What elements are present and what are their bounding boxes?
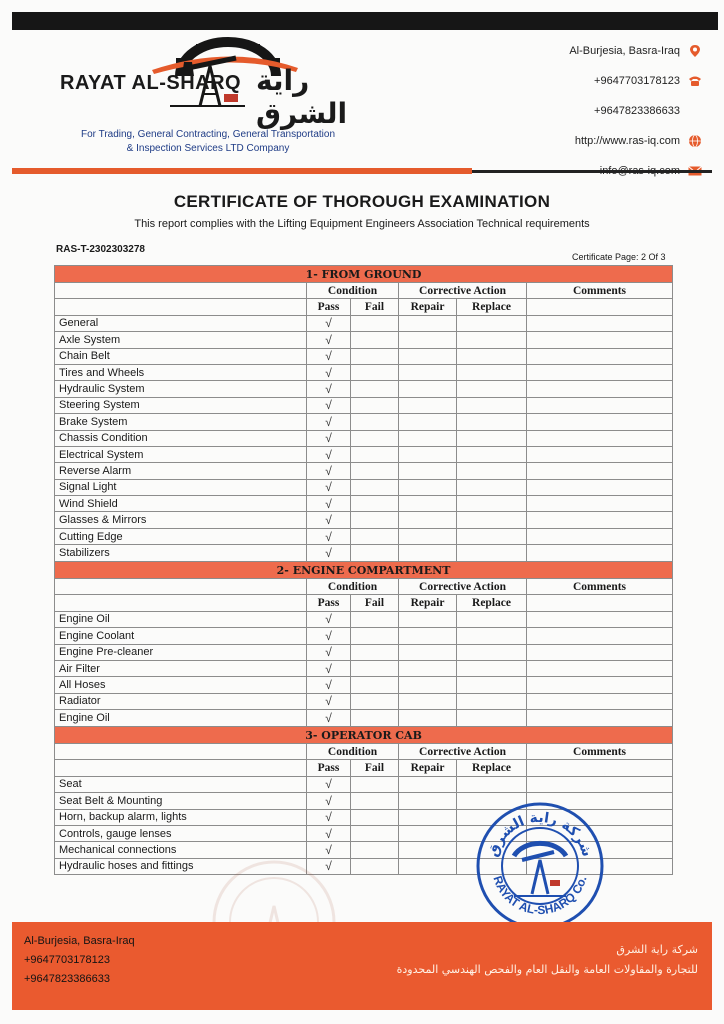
- table-row: [55, 710, 673, 726]
- fail-cell: [351, 611, 399, 627]
- replace-cell: [457, 446, 527, 462]
- repair-cell: [399, 381, 457, 397]
- reference-number: RAS-T-2302303278: [56, 244, 145, 255]
- pass-check-mark: √: [307, 809, 351, 825]
- inspection-item-label: Air Filter: [55, 660, 307, 676]
- fail-cell: [351, 446, 399, 462]
- address-text: Al-Burjesia, Basra-Iraq: [569, 45, 680, 57]
- table-row: [55, 446, 673, 462]
- pass-check-mark: √: [307, 776, 351, 792]
- pass-check-mark: √: [307, 858, 351, 874]
- table-row: [55, 693, 673, 709]
- header-black-bar: [12, 12, 718, 30]
- globe-icon: [688, 134, 702, 148]
- inspection-item-label: Brake System: [55, 414, 307, 430]
- table-row: [55, 545, 673, 561]
- inspection-item-label: Hydraulic hoses and fittings: [55, 858, 307, 874]
- company-stamp: [474, 800, 606, 932]
- corrective-action-header: Corrective Action: [399, 579, 527, 595]
- replace-cell: [457, 545, 527, 561]
- fail-cell: [351, 825, 399, 841]
- fail-cell: [351, 710, 399, 726]
- pass-check-mark: √: [307, 512, 351, 528]
- document-subtitle: This report complies with the Lifting Equipment Engineers Association Technical requirements: [134, 218, 590, 230]
- table-row: [55, 528, 673, 544]
- comments-header: Comments: [527, 283, 673, 299]
- repair-cell: [399, 825, 457, 841]
- contact-address: [502, 36, 702, 66]
- comments-cell: [527, 348, 673, 364]
- comments-cell: [527, 677, 673, 693]
- comments-cell: [527, 397, 673, 413]
- pass-check-mark: √: [307, 528, 351, 544]
- comments-cell: [527, 430, 673, 446]
- pass-header: Pass: [307, 595, 351, 611]
- pass-check-mark: √: [307, 348, 351, 364]
- replace-cell: [457, 611, 527, 627]
- column-header-row: [55, 299, 673, 315]
- pass-check-mark: √: [307, 644, 351, 660]
- repair-cell: [399, 414, 457, 430]
- replace-cell: [457, 348, 527, 364]
- pass-check-mark: √: [307, 397, 351, 413]
- repair-cell: [399, 545, 457, 561]
- inspection-item-label: General: [55, 315, 307, 331]
- table-row: [55, 644, 673, 660]
- repair-cell: [399, 776, 457, 792]
- phone-2-text: +9647823386633: [594, 105, 680, 117]
- repair-cell: [399, 677, 457, 693]
- table-row: [55, 479, 673, 495]
- fail-cell: [351, 364, 399, 380]
- inspection-item-label: Seat: [55, 776, 307, 792]
- table-row: [55, 348, 673, 364]
- pass-check-mark: √: [307, 611, 351, 627]
- repair-cell: [399, 397, 457, 413]
- fail-cell: [351, 479, 399, 495]
- section-title: 1- FROM GROUND: [55, 266, 673, 283]
- inspection-item-label: Cutting Edge: [55, 528, 307, 544]
- comments-cell: [527, 693, 673, 709]
- contact-website[interactable]: [502, 126, 702, 156]
- condition-header: Condition: [307, 579, 399, 595]
- pass-check-mark: √: [307, 496, 351, 512]
- pass-check-mark: √: [307, 660, 351, 676]
- replace-cell: [457, 332, 527, 348]
- fail-header: Fail: [351, 299, 399, 315]
- fail-cell: [351, 628, 399, 644]
- column-group-header-row: [55, 744, 673, 760]
- replace-cell: [457, 776, 527, 792]
- inspection-item-label: Wind Shield: [55, 496, 307, 512]
- table-row: [55, 381, 673, 397]
- comments-cell: [527, 446, 673, 462]
- column-group-header-row: [55, 579, 673, 595]
- pass-check-mark: √: [307, 414, 351, 430]
- comments-cell: [527, 644, 673, 660]
- table-row: [55, 463, 673, 479]
- fail-cell: [351, 381, 399, 397]
- comments-header: Comments: [527, 744, 673, 760]
- repair-cell: [399, 644, 457, 660]
- table-row: [55, 628, 673, 644]
- table-row: [55, 660, 673, 676]
- pass-check-mark: √: [307, 710, 351, 726]
- blank-header-cell: [55, 760, 307, 776]
- footer-arabic-line-2: للتجارة والمقاولات العامة والنقل العام والفحص الهندسي المحدودة: [396, 963, 698, 976]
- replace-cell: [457, 644, 527, 660]
- comments-cell: [527, 414, 673, 430]
- fail-cell: [351, 315, 399, 331]
- pass-check-mark: √: [307, 793, 351, 809]
- column-header-row: [55, 595, 673, 611]
- stamp-latin-text: RAYAT AL-SHARQ Co.: [490, 873, 590, 918]
- comments-cell: [527, 710, 673, 726]
- stamp-arabic-text: شركة راية الشرق: [485, 809, 595, 859]
- footer-arabic: [397, 940, 698, 980]
- repair-cell: [399, 479, 457, 495]
- comments-cell: [527, 463, 673, 479]
- footer-phone-2: +9647823386633: [24, 973, 110, 985]
- comments-cell: [527, 776, 673, 792]
- fail-cell: [351, 842, 399, 858]
- website-text[interactable]: http://www.ras-iq.com: [574, 135, 680, 147]
- certificate-page-label: Certificate Page: 2 Of 3: [572, 252, 666, 262]
- repair-header: Repair: [399, 595, 457, 611]
- section-title: 2- ENGINE COMPARTMENT: [55, 562, 673, 579]
- footer-contact: [24, 932, 135, 989]
- repair-cell: [399, 628, 457, 644]
- company-tagline: [58, 128, 358, 156]
- tagline-line-2: & Inspection Services LTD Company: [126, 143, 290, 154]
- comments-cell: [527, 332, 673, 348]
- pass-check-mark: √: [307, 381, 351, 397]
- comments-cell: [527, 660, 673, 676]
- document-title: CERTIFICATE OF THOROUGH EXAMINATION: [173, 192, 551, 211]
- repair-header: Repair: [399, 299, 457, 315]
- pass-header: Pass: [307, 760, 351, 776]
- table-row: [55, 512, 673, 528]
- inspection-item-label: Engine Oil: [55, 710, 307, 726]
- repair-cell: [399, 512, 457, 528]
- table-row: [55, 611, 673, 627]
- replace-header: Replace: [457, 299, 527, 315]
- comments-cell: [527, 381, 673, 397]
- column-group-header-row: [55, 283, 673, 299]
- contact-list: [502, 36, 702, 186]
- inspection-item-label: Engine Pre-cleaner: [55, 644, 307, 660]
- blank-header-cell: [55, 744, 307, 760]
- blank-header-cell: [55, 595, 307, 611]
- inspection-item-label: Axle System: [55, 332, 307, 348]
- comments-cell: [527, 628, 673, 644]
- repair-cell: [399, 528, 457, 544]
- repair-cell: [399, 315, 457, 331]
- fail-cell: [351, 677, 399, 693]
- inspection-item-label: Engine Oil: [55, 611, 307, 627]
- repair-cell: [399, 858, 457, 874]
- pass-check-mark: √: [307, 628, 351, 644]
- table-row: [55, 332, 673, 348]
- footer-band: [12, 922, 712, 1010]
- company-name-latin: RAYAT AL-SHARQ: [60, 72, 242, 94]
- repair-header: Repair: [399, 760, 457, 776]
- table-row: [55, 677, 673, 693]
- fail-cell: [351, 693, 399, 709]
- replace-cell: [457, 660, 527, 676]
- inspection-item-label: Steering System: [55, 397, 307, 413]
- pass-check-mark: √: [307, 825, 351, 841]
- replace-cell: [457, 628, 527, 644]
- telephone-icon: [688, 74, 702, 88]
- table-row: [55, 776, 673, 792]
- comments-cell: [527, 479, 673, 495]
- inspection-item-label: Tires and Wheels: [55, 364, 307, 380]
- repair-cell: [399, 446, 457, 462]
- condition-header: Condition: [307, 283, 399, 299]
- blank-header-cell: [527, 299, 673, 315]
- replace-cell: [457, 710, 527, 726]
- pass-check-mark: √: [307, 430, 351, 446]
- replace-cell: [457, 512, 527, 528]
- fail-cell: [351, 332, 399, 348]
- inspection-item-label: Reverse Alarm: [55, 463, 307, 479]
- blank-header-cell: [55, 283, 307, 299]
- section-header-row: [55, 562, 673, 579]
- column-header-row: [55, 760, 673, 776]
- blank-header-cell: [527, 595, 673, 611]
- pass-check-mark: √: [307, 446, 351, 462]
- pass-check-mark: √: [307, 693, 351, 709]
- repair-cell: [399, 660, 457, 676]
- replace-cell: [457, 693, 527, 709]
- pass-header: Pass: [307, 299, 351, 315]
- inspection-item-label: All Hoses: [55, 677, 307, 693]
- inspection-item-label: Signal Light: [55, 479, 307, 495]
- spacer-icon: [688, 104, 702, 118]
- location-pin-icon: [688, 44, 702, 58]
- blank-header-cell: [527, 760, 673, 776]
- footer-address: Al-Burjesia, Basra-Iraq: [24, 935, 135, 947]
- fail-cell: [351, 496, 399, 512]
- fail-cell: [351, 776, 399, 792]
- section-title: 3- OPERATOR CAB: [55, 727, 673, 744]
- fail-cell: [351, 660, 399, 676]
- repair-cell: [399, 611, 457, 627]
- blank-header-cell: [55, 579, 307, 595]
- company-logo: [60, 36, 350, 130]
- replace-header: Replace: [457, 595, 527, 611]
- repair-cell: [399, 793, 457, 809]
- inspection-item-label: Horn, backup alarm, lights: [55, 809, 307, 825]
- fail-cell: [351, 463, 399, 479]
- replace-header: Replace: [457, 760, 527, 776]
- inspection-item-label: Chassis Condition: [55, 430, 307, 446]
- fail-header: Fail: [351, 595, 399, 611]
- fail-cell: [351, 858, 399, 874]
- repair-cell: [399, 842, 457, 858]
- repair-cell: [399, 348, 457, 364]
- inspection-item-label: Radiator: [55, 693, 307, 709]
- corrective-action-header: Corrective Action: [399, 283, 527, 299]
- table-row: [55, 496, 673, 512]
- repair-cell: [399, 463, 457, 479]
- fail-cell: [351, 430, 399, 446]
- contact-phone-2: [502, 96, 702, 126]
- pass-check-mark: √: [307, 364, 351, 380]
- inspection-item-label: Seat Belt & Mounting: [55, 793, 307, 809]
- table-row: [55, 315, 673, 331]
- footer-arabic-line-1: شركة راية الشرق: [616, 943, 698, 956]
- repair-cell: [399, 332, 457, 348]
- fail-header: Fail: [351, 760, 399, 776]
- fail-cell: [351, 644, 399, 660]
- comments-cell: [527, 315, 673, 331]
- section-header-row: [55, 727, 673, 744]
- repair-cell: [399, 809, 457, 825]
- repair-cell: [399, 693, 457, 709]
- inspection-item-label: Electrical System: [55, 446, 307, 462]
- fail-cell: [351, 528, 399, 544]
- repair-cell: [399, 710, 457, 726]
- section-header-row: [55, 266, 673, 283]
- comments-cell: [527, 496, 673, 512]
- replace-cell: [457, 528, 527, 544]
- fail-cell: [351, 414, 399, 430]
- table-row: [55, 414, 673, 430]
- fail-cell: [351, 397, 399, 413]
- section-table: [54, 265, 673, 562]
- blank-header-cell: [55, 299, 307, 315]
- replace-cell: [457, 463, 527, 479]
- inspection-item-label: Chain Belt: [55, 348, 307, 364]
- table-row: [55, 397, 673, 413]
- comments-cell: [527, 528, 673, 544]
- section-table: [54, 561, 673, 727]
- contact-phone-1: [502, 66, 702, 96]
- inspection-item-label: Controls, gauge lenses: [55, 825, 307, 841]
- pass-check-mark: √: [307, 677, 351, 693]
- fail-cell: [351, 809, 399, 825]
- replace-cell: [457, 496, 527, 512]
- fail-cell: [351, 348, 399, 364]
- comments-cell: [527, 545, 673, 561]
- tagline-line-1: For Trading, General Contracting, General Transportation: [80, 129, 336, 140]
- replace-cell: [457, 479, 527, 495]
- replace-cell: [457, 677, 527, 693]
- fail-cell: [351, 793, 399, 809]
- footer-phone-1: +9647703178123: [24, 954, 110, 966]
- repair-cell: [399, 430, 457, 446]
- replace-cell: [457, 430, 527, 446]
- pass-check-mark: √: [307, 463, 351, 479]
- header-divider: [12, 168, 712, 174]
- comments-cell: [527, 611, 673, 627]
- replace-cell: [457, 397, 527, 413]
- pass-check-mark: √: [307, 842, 351, 858]
- inspection-item-label: Mechanical connections: [55, 842, 307, 858]
- pass-check-mark: √: [307, 332, 351, 348]
- repair-cell: [399, 496, 457, 512]
- inspection-item-label: Engine Coolant: [55, 628, 307, 644]
- corrective-action-header: Corrective Action: [399, 744, 527, 760]
- replace-cell: [457, 381, 527, 397]
- pass-check-mark: √: [307, 479, 351, 495]
- replace-cell: [457, 315, 527, 331]
- phone-1-text: +9647703178123: [594, 75, 680, 87]
- inspection-item-label: Hydraulic System: [55, 381, 307, 397]
- company-name-arabic: راية الشرق: [256, 64, 348, 130]
- stamp-pump-icon: [514, 843, 566, 896]
- condition-header: Condition: [307, 744, 399, 760]
- inspection-item-label: Glasses & Mirrors: [55, 512, 307, 528]
- comments-cell: [527, 512, 673, 528]
- comments-header: Comments: [527, 579, 673, 595]
- comments-cell: [527, 364, 673, 380]
- fail-cell: [351, 545, 399, 561]
- table-row: [55, 364, 673, 380]
- pass-check-mark: √: [307, 545, 351, 561]
- repair-cell: [399, 364, 457, 380]
- replace-cell: [457, 414, 527, 430]
- pass-check-mark: √: [307, 315, 351, 331]
- replace-cell: [457, 364, 527, 380]
- table-row: [55, 430, 673, 446]
- inspection-item-label: Stabilizers: [55, 545, 307, 561]
- fail-cell: [351, 512, 399, 528]
